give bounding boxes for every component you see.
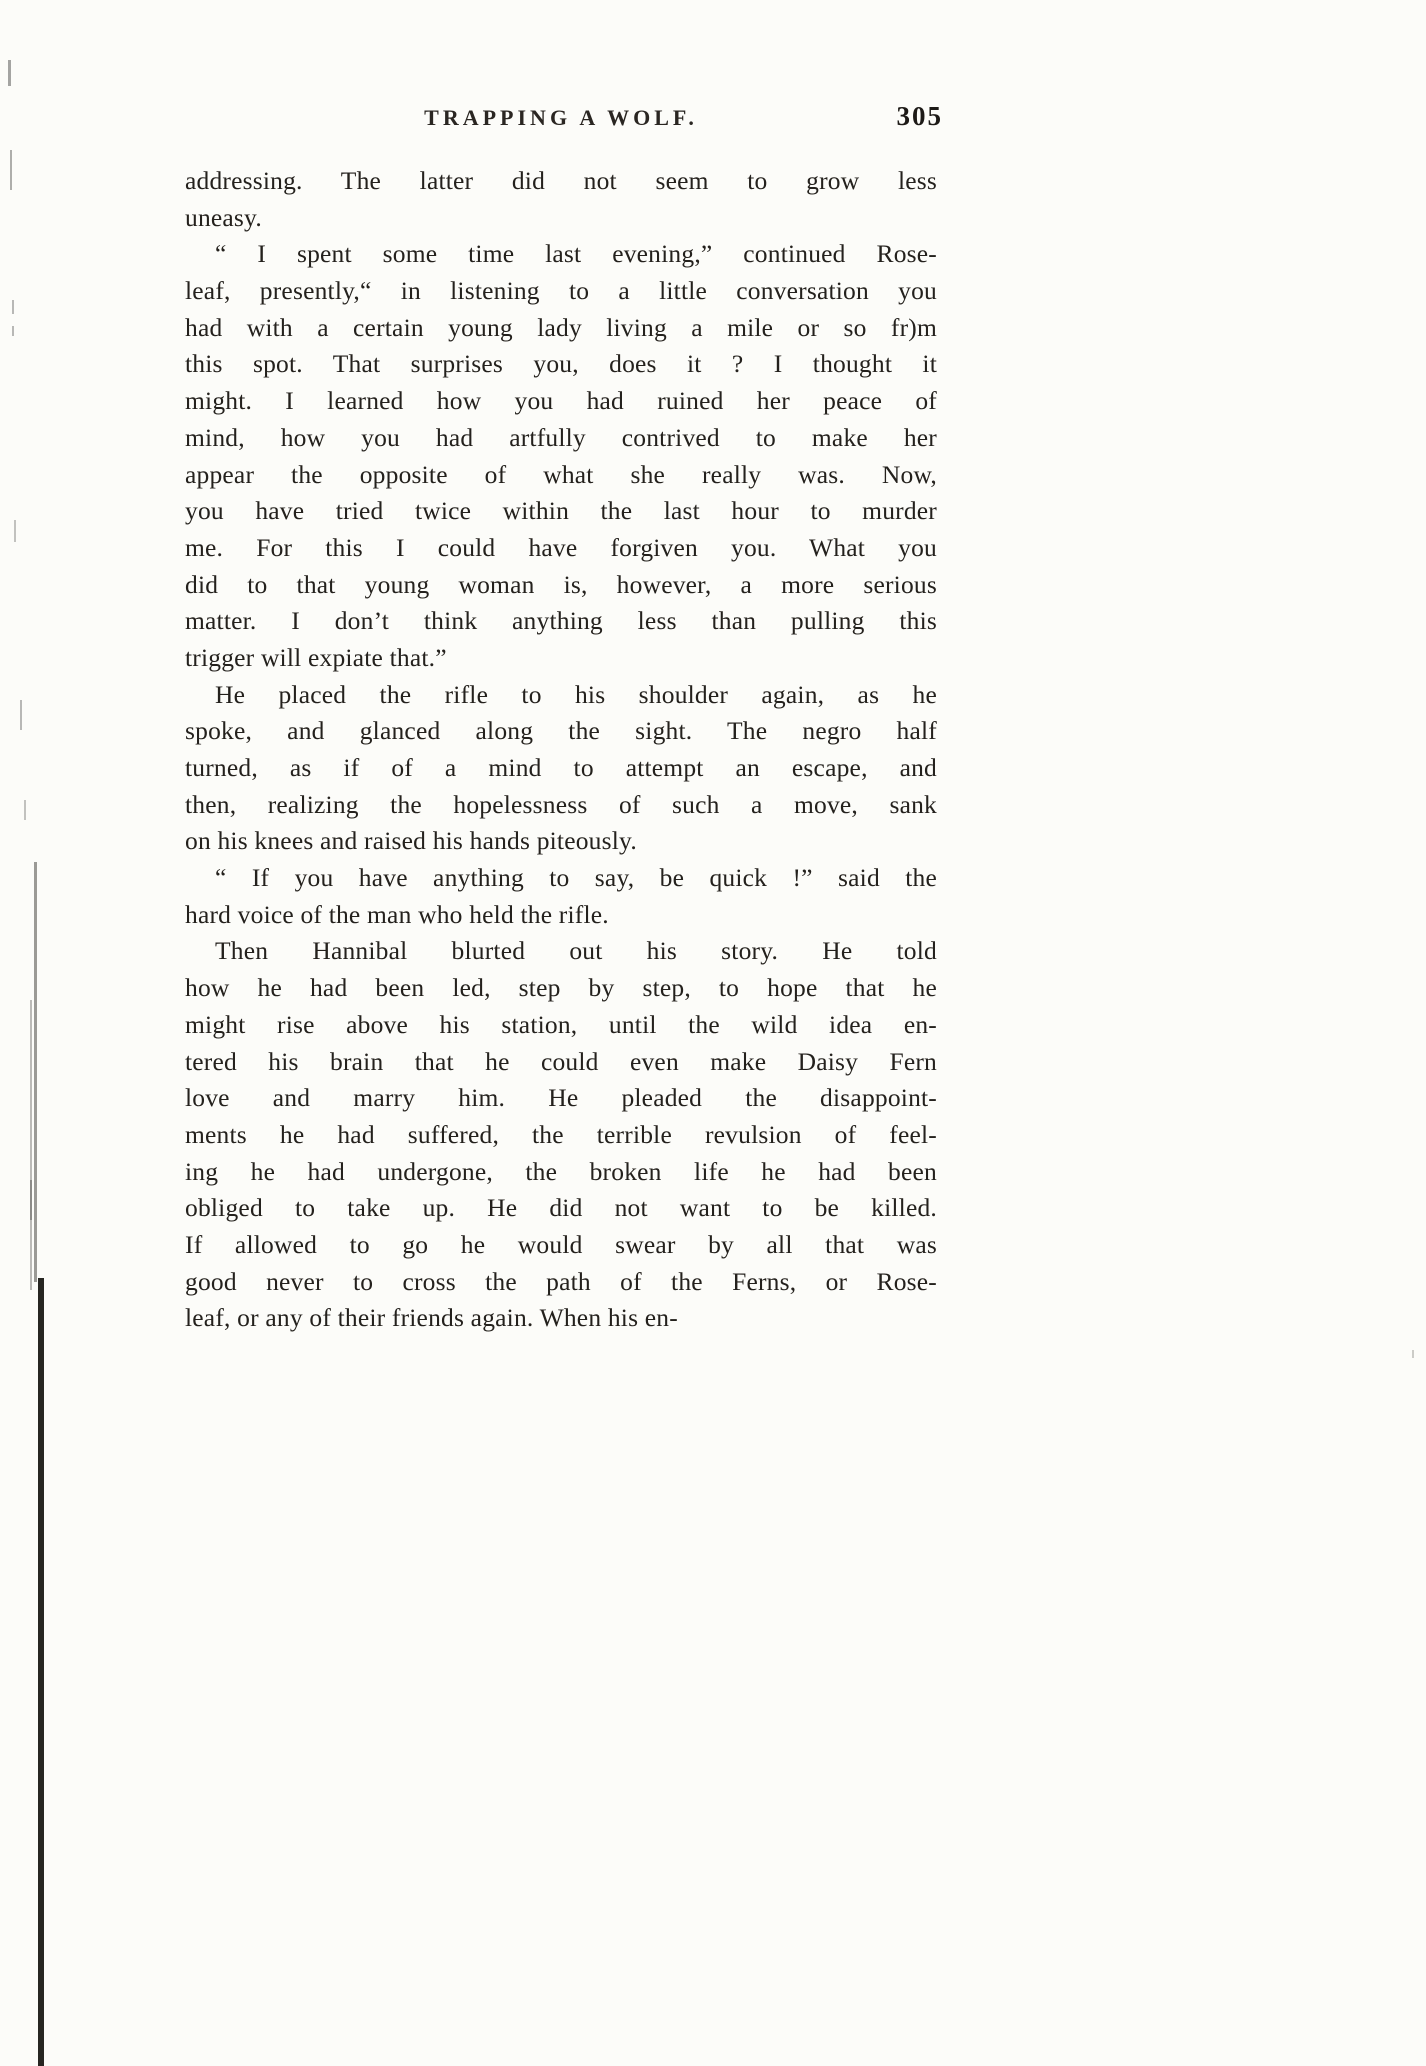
text-line: me. For this I could have forgiven you. What you: [185, 532, 937, 562]
text-line: leaf, presently,“ in listening to a little conversation you: [185, 276, 937, 306]
text-line: Then Hannibal blurted out his story. He told: [215, 936, 937, 966]
text-line: He placed the rifle to his shoulder again, as he: [215, 679, 937, 709]
text-line: had with a certain young lady living a mile or so fr)m: [185, 312, 937, 342]
scan-artifact: [14, 520, 16, 542]
scan-artifact-line: [38, 1278, 44, 2066]
text-line: mind, how you had artfully contrived to make her: [185, 422, 937, 452]
text-line: ments he had suffered, the terrible revulsion of feel-: [185, 1119, 937, 1149]
text-line: trigger will expiate that.”: [185, 642, 447, 672]
text-line: you have tried twice within the last hour to murder: [185, 496, 937, 526]
scan-artifact: [1412, 1350, 1414, 1358]
scan-artifact-line: [30, 1000, 32, 1290]
text-line: “ If you have anything to say, be quick !” said the: [215, 863, 937, 893]
text-line: uneasy.: [185, 202, 262, 232]
text-line: “ I spent some time last evening,” continued Rose-: [215, 239, 937, 269]
text-line: obliged to take up. He did not want to be killed.: [185, 1193, 937, 1223]
text-line: this spot. That surprises you, does it ? I thought it: [185, 349, 937, 379]
text-line: addressing. The latter did not seem to grow less: [185, 166, 937, 195]
scan-artifact: [10, 150, 12, 190]
body-text: [185, 163, 937, 1337]
scan-artifact: [12, 300, 14, 314]
text-line: love and marry him. He pleaded the disappoint-: [185, 1083, 937, 1113]
text-line: tered his brain that he could even make Daisy Fern: [185, 1046, 937, 1076]
text-line: spoke, and glanced along the sight. The negro half: [185, 716, 937, 746]
text-line: hard voice of the man who held the rifle.: [185, 899, 609, 929]
text-line: matter. I don’t think anything less than pulling this: [185, 606, 937, 636]
scan-artifact: [8, 60, 11, 86]
text-line: ing he had undergone, the broken life he had been: [185, 1156, 937, 1186]
text-line: turned, as if of a mind to attempt an escape, and: [185, 753, 937, 782]
text-line: leaf, or any of their friends again. When his en-: [185, 1303, 678, 1333]
page-number: 305: [896, 101, 943, 131]
text-line: then, realizing the hopelessness of such a move, sank: [185, 789, 937, 819]
scan-artifact: [12, 326, 14, 336]
text-line: If allowed to go he would swear by all that was: [185, 1229, 937, 1259]
scan-artifact: [20, 700, 22, 730]
text-line: might. I learned how you had ruined her peace of: [185, 386, 937, 416]
text-line: appear the opposite of what she really was. Now,: [185, 459, 937, 489]
page-header: [185, 101, 943, 137]
scan-artifact-line: [34, 862, 37, 1282]
text-line: good never to cross the path of the Ferns, or Rose-: [185, 1266, 937, 1296]
running-title: TRAPPING A WOLF.: [424, 105, 698, 130]
text-line: on his knees and raised his hands piteously.: [185, 826, 637, 856]
text-line: how he had been led, step by step, to hope that he: [185, 973, 937, 1003]
text-line: did to that young woman is, however, a more serious: [185, 569, 937, 599]
scan-artifact: [24, 800, 26, 820]
text-line: might rise above his station, until the wild idea en-: [185, 1009, 937, 1039]
